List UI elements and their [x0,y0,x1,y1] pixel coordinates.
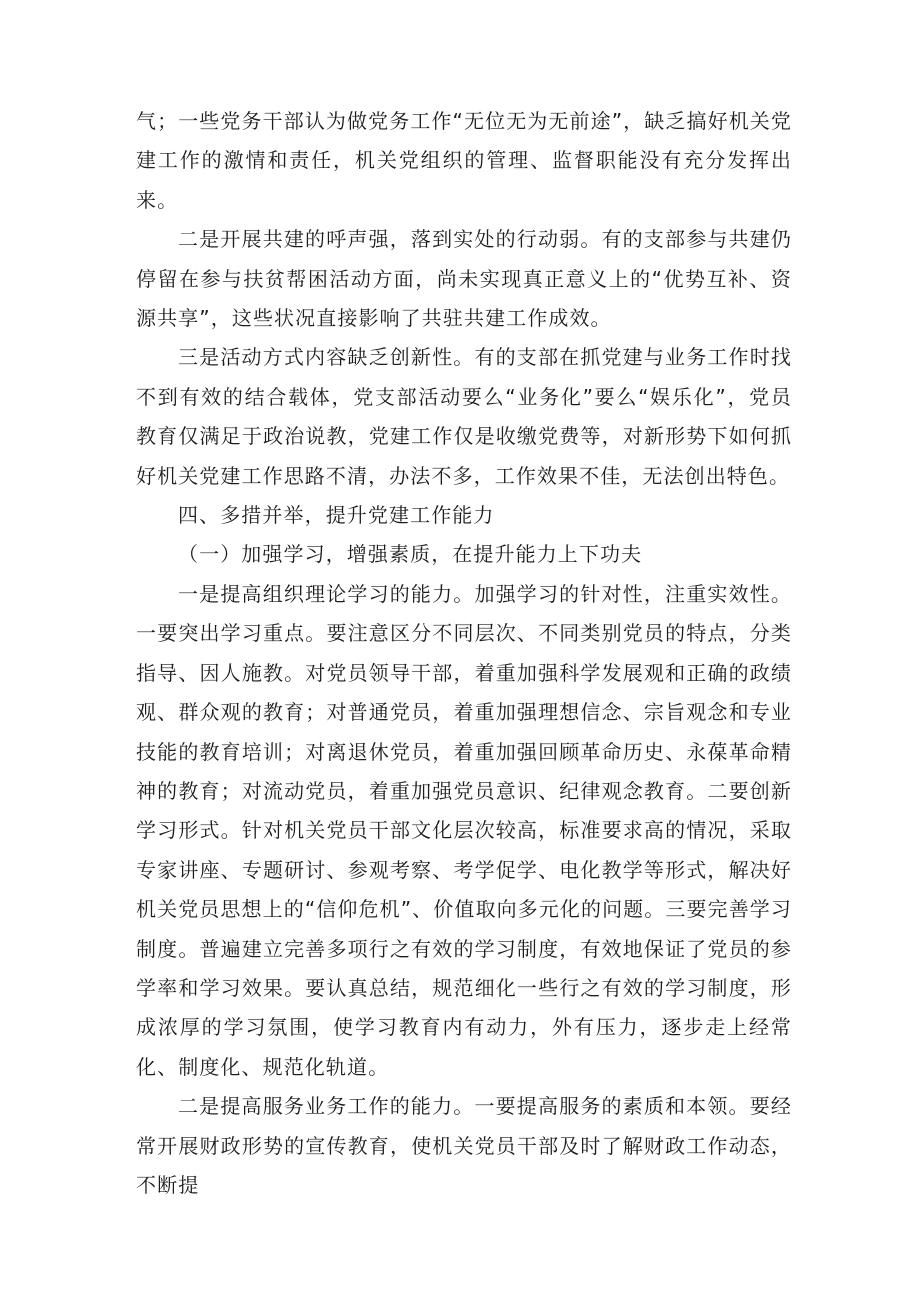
paragraph-activity-innovation: 三是活动方式内容缺乏创新性。有的支部在抓党建与业务工作时找不到有效的结合载体，党支部活动要么“业务化”要么“娱乐化”，党员教育仅满足于政治说教，党建工作仅是收缴党费等，对新形势下如何抓好机关党建工作思路不清，办法不多，工作效果不佳，无法创出特色。 [136,345,792,488]
subsection-heading-one: （一）加强学习，增强素质，在提升能力上下功夫 [178,542,643,567]
paragraph-service-ability: 二是提高服务业务工作的能力。一要提高服务的素质和本领。要经常开展财政形势的宣传教育，使机关党员干部及时了解财政工作动态，不断提 [136,1094,792,1197]
paragraph-continuation: 气；一些党务干部认为做党务工作“无位无为无前途”，缺乏搞好机关党建工作的激情和责任，机关党组织的管理、监督职能没有充分发挥出来。 [136,109,792,212]
section-heading-four: 四、多措并举，提升党建工作能力 [178,503,495,528]
document-body [136,102,792,1205]
paragraph-theory-study: 一是提高组织理论学习的能力。加强学习的针对性，注重实效性。一要突出学习重点。要注意区分不同层次、不同类别党员的特点，分类指导、因人施教。对党员领导干部，着重加强科学发展观和正确的政绩观、群众观的教育；对普通党员，着重加强理想信念、宗旨观念和专业技能的教育培训；对离退休党员，着重加强回顾革命历史、永葆革命精神的教育；对流动党员，着重加强党员意识、纪律观念教育。二要创新学习形式。针对机关党员干部文化层次较高，标准要求高的情况，采取专家讲座、专题研讨、参观考察、考学促学、电化教学等形式，解决好机关党员思想上的“信仰危机”、价值取向多元化的问题。三要完善学习制度。普遍建立完善多项行之有效的学习制度，有效地保证了党员的参学率和学习效果。要认真总结，规范细化一些行之有效的学习制度，形成浓厚的学习氛围，使学习教育内有动力，外有压力，逐步走上经常化、制度化、规范化轨道。 [136,581,793,1079]
paragraph-joint-construction: 二是开展共建的呼声强，落到实处的行动弱。有的支部参与共建仍停留在参与扶贫帮困活动方面，尚未实现真正意义上的“优势互补、资源共享”，这些状况直接影响了共驻共建工作成效。 [136,227,792,331]
